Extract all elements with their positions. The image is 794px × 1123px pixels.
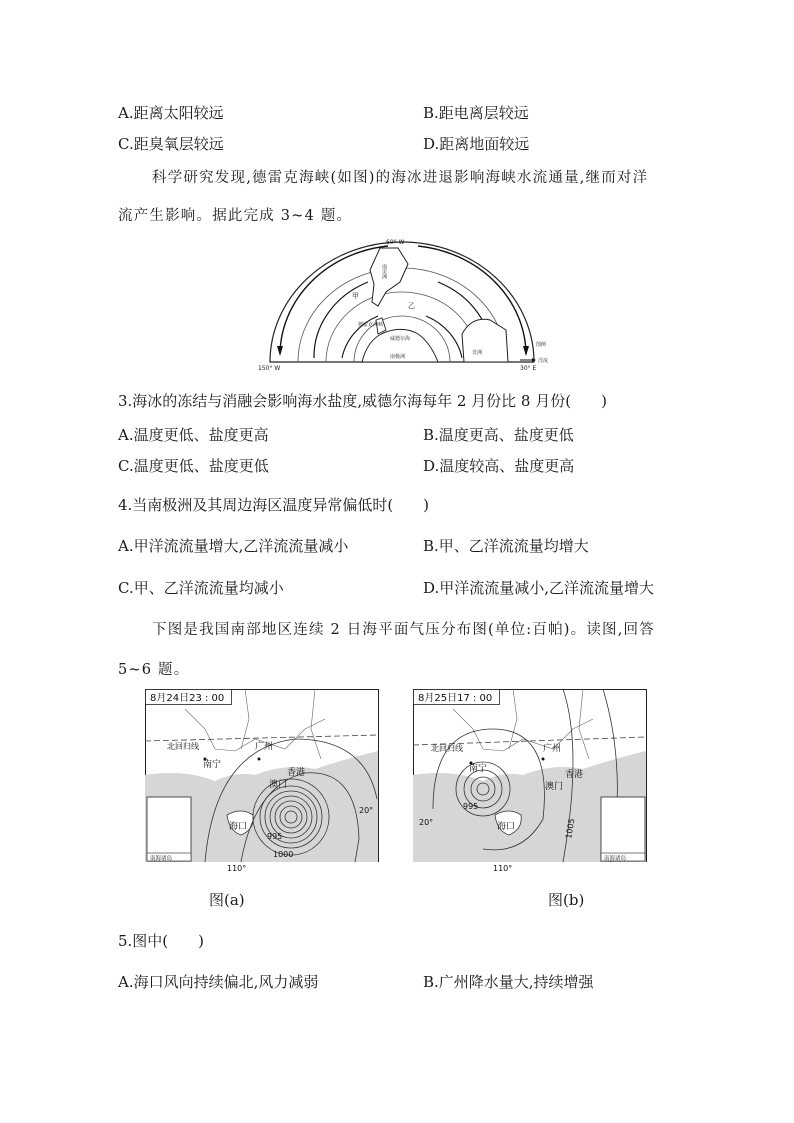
label-isobar-995: 995 bbox=[267, 832, 283, 841]
label-current-yi: 乙 bbox=[408, 302, 415, 310]
q4-option-b[interactable]: B.甲、乙洋流流量均增大 bbox=[423, 537, 589, 555]
label-tropic: 北回归线 bbox=[431, 744, 463, 753]
q5-option-b[interactable]: B.广州降水量大,持续增强 bbox=[423, 973, 594, 991]
inset-caption: 南海诸岛 bbox=[604, 856, 627, 862]
legend-label: 洋流 bbox=[538, 358, 549, 364]
city-dot bbox=[470, 762, 473, 765]
city-dot bbox=[258, 758, 261, 761]
map-time-label: 8月24日23 : 00 bbox=[150, 693, 225, 704]
label-isobar-1000: 1000 bbox=[273, 850, 294, 859]
city-dot bbox=[204, 758, 207, 761]
label-africa: 非洲 bbox=[472, 350, 483, 356]
q2-option-a[interactable]: A.距离太阳较远 bbox=[118, 104, 224, 122]
label-tropic: 北回归线 bbox=[167, 742, 199, 751]
label-macau: 澳门 bbox=[545, 782, 564, 792]
pressure-map-a bbox=[145, 689, 379, 873]
intro-paragraph-line: 流产生影响。据此完成 3~4 题。 bbox=[118, 208, 353, 224]
label-guangzhou: 广州 bbox=[543, 744, 562, 754]
q3-option-a[interactable]: A.温度更低、盐度更高 bbox=[118, 426, 269, 444]
label-left-longitude: 150° W bbox=[258, 365, 281, 372]
q2-option-c[interactable]: C.距臭氧层较远 bbox=[118, 135, 224, 153]
label-right-longitude: 30° E bbox=[520, 365, 537, 372]
q3-option-c[interactable]: C.温度更低、盐度更低 bbox=[118, 457, 269, 475]
label-isobar-995: 995 bbox=[463, 802, 479, 811]
question-3-stem: 3.海冰的冻结与消融会影响海水盐度,威德尔海每年 2 月份比 8 月份( ) bbox=[118, 392, 607, 410]
label-longitude: 110° bbox=[493, 864, 513, 873]
intro-paragraph-line: 5~6 题。 bbox=[118, 662, 190, 678]
label-drake-passage: 德雷克海峡 bbox=[358, 322, 384, 328]
label-latitude: 20° bbox=[359, 806, 374, 815]
q4-option-d[interactable]: D.甲洋流流量减小,乙洋流流量增大 bbox=[423, 579, 655, 597]
map-time-label: 8月25日17 : 00 bbox=[418, 693, 493, 704]
q4-option-c[interactable]: C.甲、乙洋流流量均减小 bbox=[118, 579, 284, 597]
drake-passage-map bbox=[258, 234, 558, 374]
question-5-stem: 5.图中( ) bbox=[118, 932, 205, 950]
label-current-jia: 甲 bbox=[352, 292, 359, 300]
q2-option-b[interactable]: B.距电离层较远 bbox=[423, 104, 529, 122]
label-weddell-sea: 威德尔海 bbox=[390, 336, 411, 342]
label-nanning: 南宁 bbox=[469, 764, 488, 774]
label-south-america: 南美洲 bbox=[381, 264, 387, 279]
figure-a-caption: 图(a) bbox=[209, 891, 245, 909]
label-macau: 澳门 bbox=[269, 780, 288, 790]
q2-option-d[interactable]: D.距离地面较远 bbox=[423, 135, 530, 153]
label-haikou: 海口 bbox=[229, 822, 248, 832]
pressure-map-b bbox=[413, 689, 647, 873]
intro-paragraph-line: 科学研究发现,德雷克海峡(如图)的海冰进退影响海峡水流通量,继而对洋 bbox=[152, 170, 649, 186]
inset-caption: 南海诸岛 bbox=[150, 856, 173, 862]
south-china-sea-inset bbox=[601, 797, 645, 861]
question-4-stem: 4.当南极洲及其周边海区温度异常偏低时( ) bbox=[118, 496, 430, 514]
label-guangzhou: 广州 bbox=[255, 742, 274, 752]
label-hongkong: 香港 bbox=[565, 770, 584, 780]
intro-paragraph-line: 下图是我国南部地区连续 2 日海平面气压分布图(单位:百帕)。读图,回答 bbox=[152, 622, 655, 638]
label-antarctica: 南极洲 bbox=[390, 354, 406, 360]
label-top-longitude: 60° W bbox=[386, 239, 405, 246]
q4-option-a[interactable]: A.甲洋流流量增大,乙洋流流量减小 bbox=[118, 537, 349, 555]
label-nanning: 南宁 bbox=[203, 760, 222, 770]
label-haikou: 海口 bbox=[497, 822, 516, 832]
figure-b-caption: 图(b) bbox=[548, 891, 585, 909]
legend-title: 图例 bbox=[536, 342, 547, 348]
q5-option-a[interactable]: A.海口风向持续偏北,风力减弱 bbox=[118, 973, 319, 991]
q3-option-b[interactable]: B.温度更高、盐度更低 bbox=[423, 426, 574, 444]
label-isobar-1005: 1005 bbox=[564, 817, 577, 840]
label-hongkong: 香港 bbox=[287, 768, 306, 778]
south-china-sea-inset bbox=[147, 797, 191, 861]
city-dot bbox=[542, 758, 545, 761]
label-latitude: 20° bbox=[419, 818, 434, 827]
label-longitude: 110° bbox=[227, 864, 247, 873]
q3-option-d[interactable]: D.温度较高、盐度更高 bbox=[423, 457, 575, 475]
